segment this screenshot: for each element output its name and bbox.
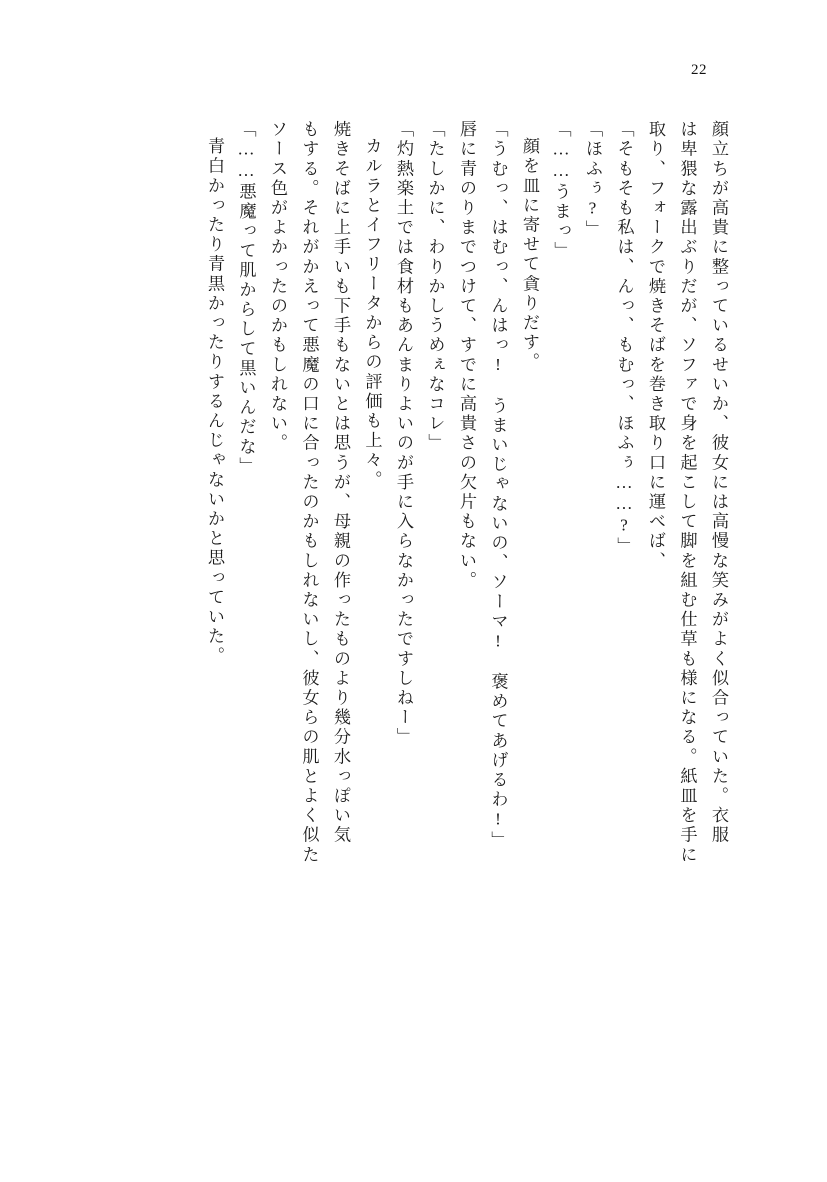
- text-line: 取り、フォークで焼きそばを巻き取り口に運べば、: [646, 120, 665, 571]
- text-line: 顔を皿に寄せて貪りだす。: [520, 137, 539, 373]
- page-number: 22: [691, 62, 707, 78]
- text-line: もする。それがかえって悪魔の口に合ったのかもしれないし、彼女らの肌とよく似た: [299, 120, 319, 865]
- text-line: カルラとイフリータからの評価も上々。: [362, 137, 382, 490]
- text-line: 焼きそばに上手いも下手もないとは思うが、母親の作ったものより幾分水っぽい気: [331, 120, 350, 846]
- text-line: 顔立ちが高貴に整っているせいか、彼女には高慢な笑みがよく似合っていた。衣服: [709, 120, 728, 846]
- text-line: 「灼熱楽土では食材もあんまりよいのが手に入らなかったですしねー」: [394, 120, 413, 748]
- text-line: 「たしかに、わりかしうめぇなコレ」: [425, 120, 445, 454]
- text-line: 「……悪魔って肌からして黒いんだな」: [236, 120, 256, 477]
- text-line: 「ほふぅ?」: [583, 120, 602, 240]
- text-line: 「……うまっ」: [551, 120, 571, 261]
- vertical-text-body: [92, 120, 727, 1062]
- text-line: 青白かったり青黒かったりするんじゃないかと思っていた。: [205, 137, 224, 667]
- text-line: 「そもそも私は、んっ、もむっ、ほふぅ……?」: [614, 120, 634, 557]
- text-line: は卑猥な露出ぶりだが、ソファで身を起こして脚を組む仕草も様になる。紙皿を手に: [677, 120, 697, 865]
- text-line: 「うむっ、はむっ、んはっ! うまいじゃないの、ソーマ! 褒めてあげるわ!」: [488, 120, 508, 851]
- text-line: 唇に青のりまでつけて、すでに高貴さの欠片もない。: [457, 120, 476, 591]
- text-line: ソース色がよかったのかもしれない。: [268, 120, 287, 454]
